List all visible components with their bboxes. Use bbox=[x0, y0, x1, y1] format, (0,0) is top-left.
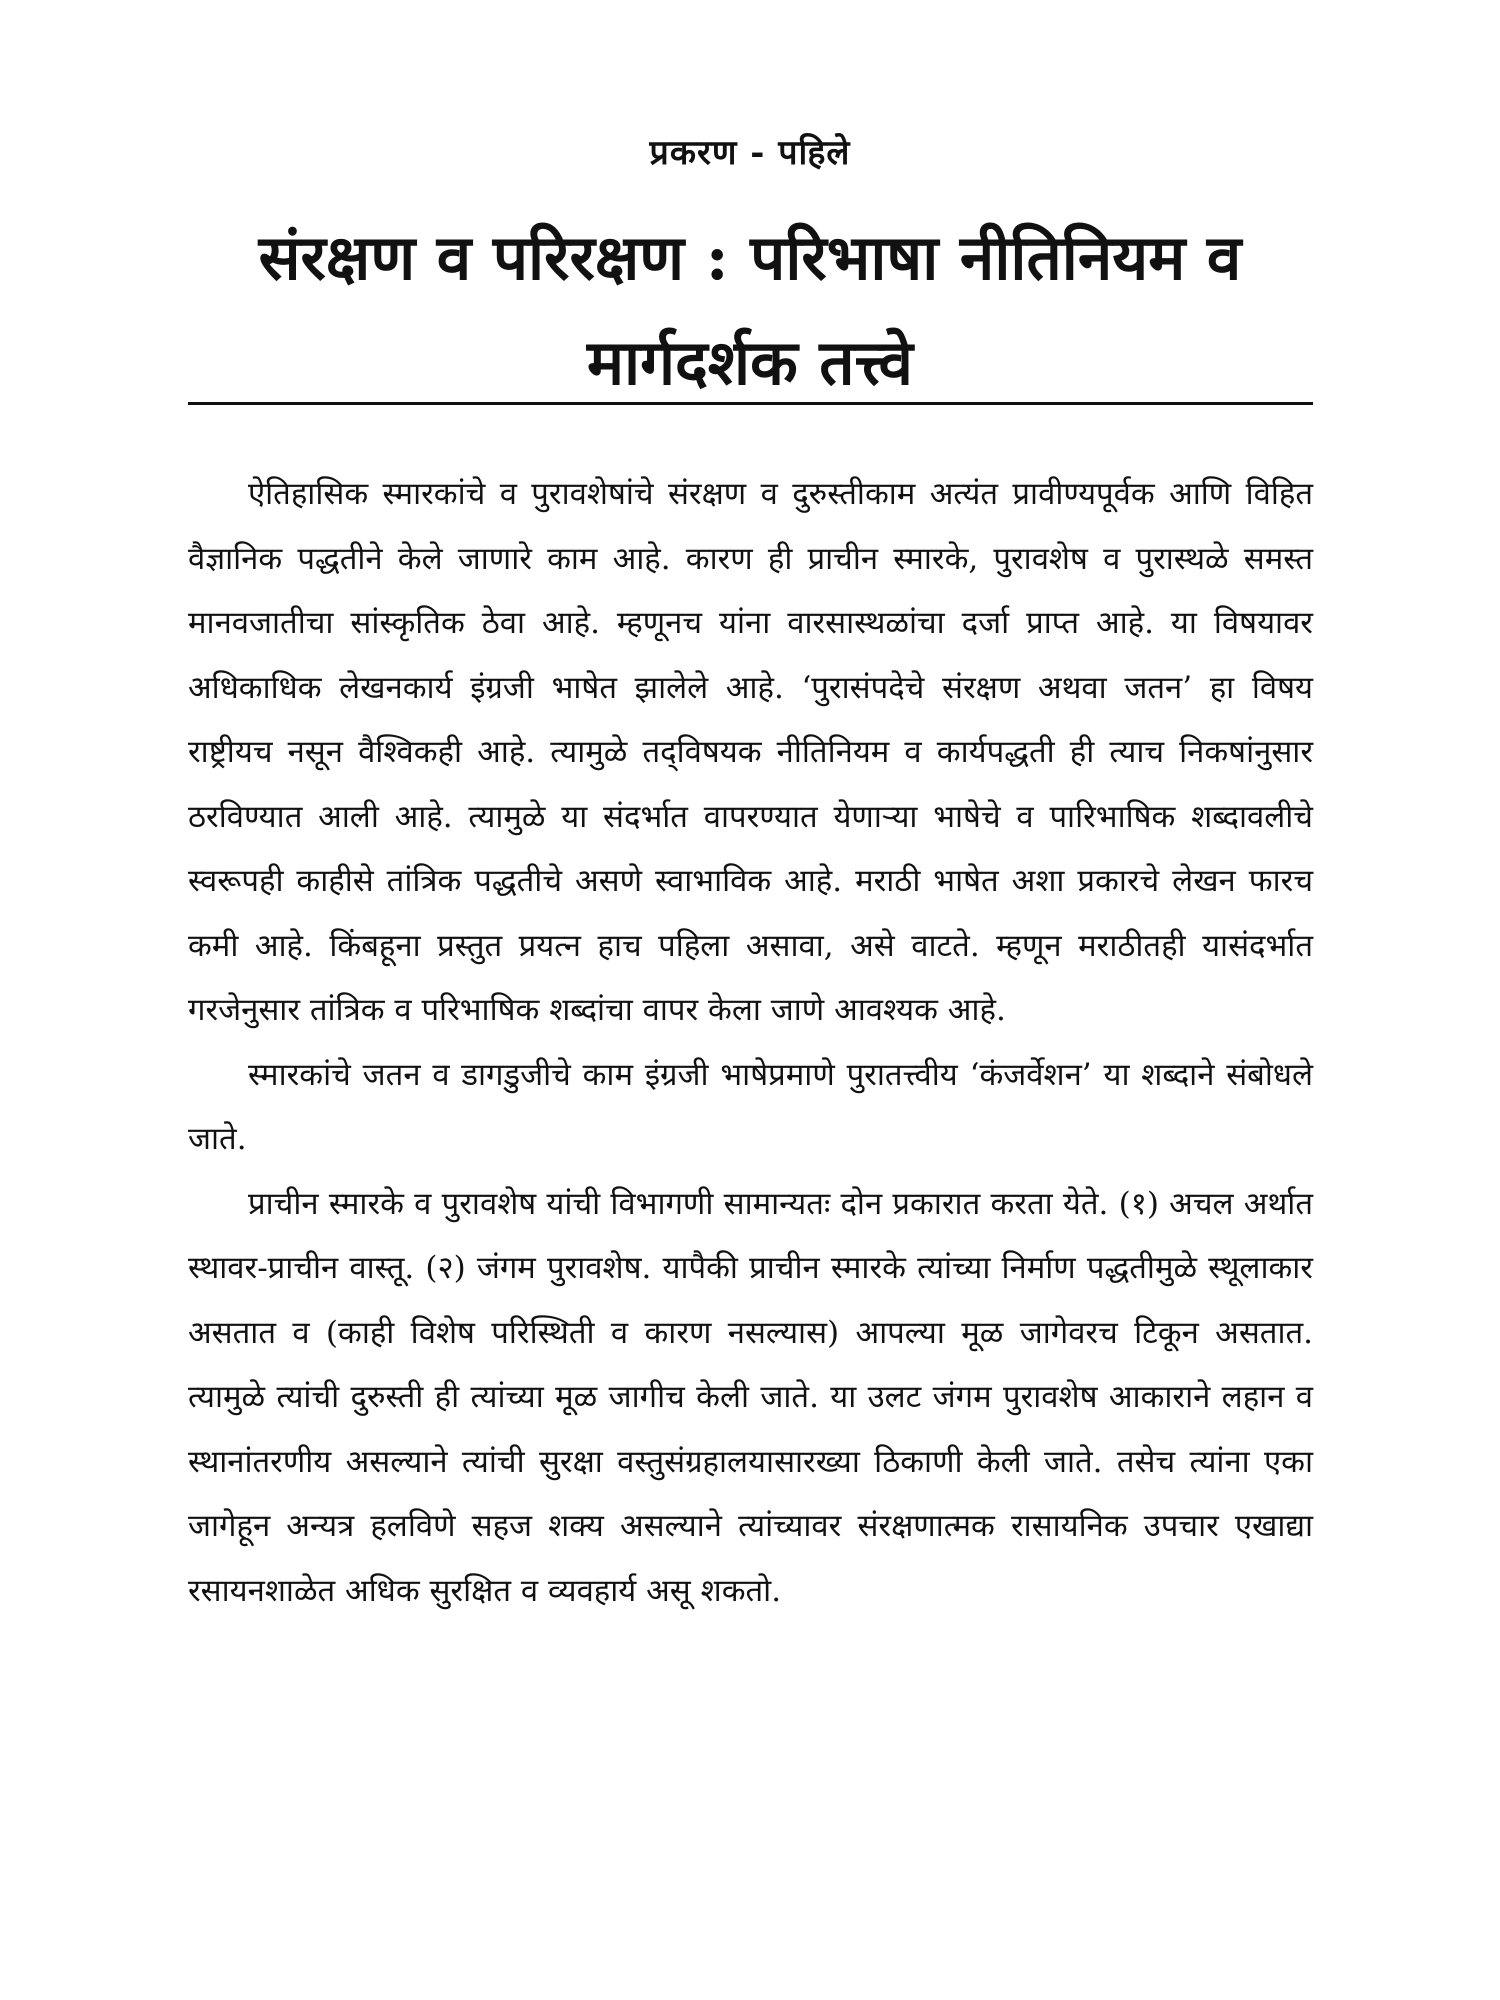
chapter-title: संरक्षण व परिरक्षण : परिभाषा नीतिनियम व मार्गदर्शक तत्त्वे bbox=[258, 221, 1242, 399]
chapter-label: प्रकरण - पहिले bbox=[649, 133, 851, 173]
paragraph-3: प्राचीन स्मारके व पुरावशेष यांची विभागणी सामान्यतः दोन प्रकारात करता येते. (१) अचल अर्थात स्थावर-प्राचीन वास्तू. (२) जंगम पुरावशेष. यापैकी प्राचीन स्मारके त्यांच्या निर्माण पद्धतीमुळे स्थूलाकार असतात व (काही विशेष परिस्थिती व कारण नसल्यास) आपल्या मूळ जागेवरच टिकून असतात. त्यामुळे त्यांची दुरुस्ती ही त्यांच्या मूळ जागीच केली जाते. या उलट जंगम पुरावशेष आकाराने लहान व स्थानांतरणीय असल्याने त्यांची सुरक्षा वस्तुसंग्रहालयासारख्या ठिकाणी केली जाते. तसेच त्यांना एका जागेहून अन्यत्र हलविणे सहज शक्य असल्याने त्यांच्यावर संरक्षणात्मक रासायनिक उपचार एखाद्या रसायनशाळेत अधिक सुरक्षित व व्यवहार्य असू शकतो. bbox=[188, 1185, 1313, 1609]
paragraph-1: ऐतिहासिक स्मारकांचे व पुरावशेषांचे संरक्षण व दुरुस्तीकाम अत्यंत प्रावीण्यपूर्वक आणि विहित वैज्ञानिक पद्धतीने केले जाणारे काम आहे. कारण ही प्राचीन स्मारके, पुरावशेष व पुरास्थळे समस्त मानवजातीचा सांस्कृतिक ठेवा आहे. म्हणूनच यांना वारसास्थळांचा दर्जा प्राप्त आहे. या विषयावर अधिकाधिक लेखनकार्य इंग्रजी भाषेत झालेले आहे. ‘पुरासंपदेचे संरक्षण अथवा जतन’ हा विषय राष्ट्रीयच नसून वैश्विकही आहे. त्यामुळे तद्‌विषयक नीतिनियम व कार्यपद्धती ही त्याच निकषांनुसार ठरविण्यात आली आहे. त्यामुळे या संदर्भात वापरण्यात येणाऱ्या भाषेचे व पारिभाषिक शब्दावलीचे स्वरूपही काहीसे तांत्रिक पद्धतीचे असणे स्वाभाविक आहे. मराठी भाषेत अशा प्रकारचे लेखन फारच कमी आहे. किंबहूना प्रस्तुत प्रयत्न हाच पहिला असावा, असे वाटते. म्हणून मराठीतही यासंदर्भात गरजेनुसार तांत्रिक व परिभाषिक शब्दांचा वापर केला जाणे आवश्यक आहे. bbox=[188, 476, 1313, 1028]
title-divider bbox=[188, 402, 1313, 405]
paragraph-2: स्मारकांचे जतन व डागडुजीचे काम इंग्रजी भाषेप्रमाणे पुरातत्त्वीय ‘कंजर्वेशन’ या शब्दाने संबोधले जाते. bbox=[188, 1056, 1313, 1157]
body-text bbox=[188, 462, 1313, 1623]
